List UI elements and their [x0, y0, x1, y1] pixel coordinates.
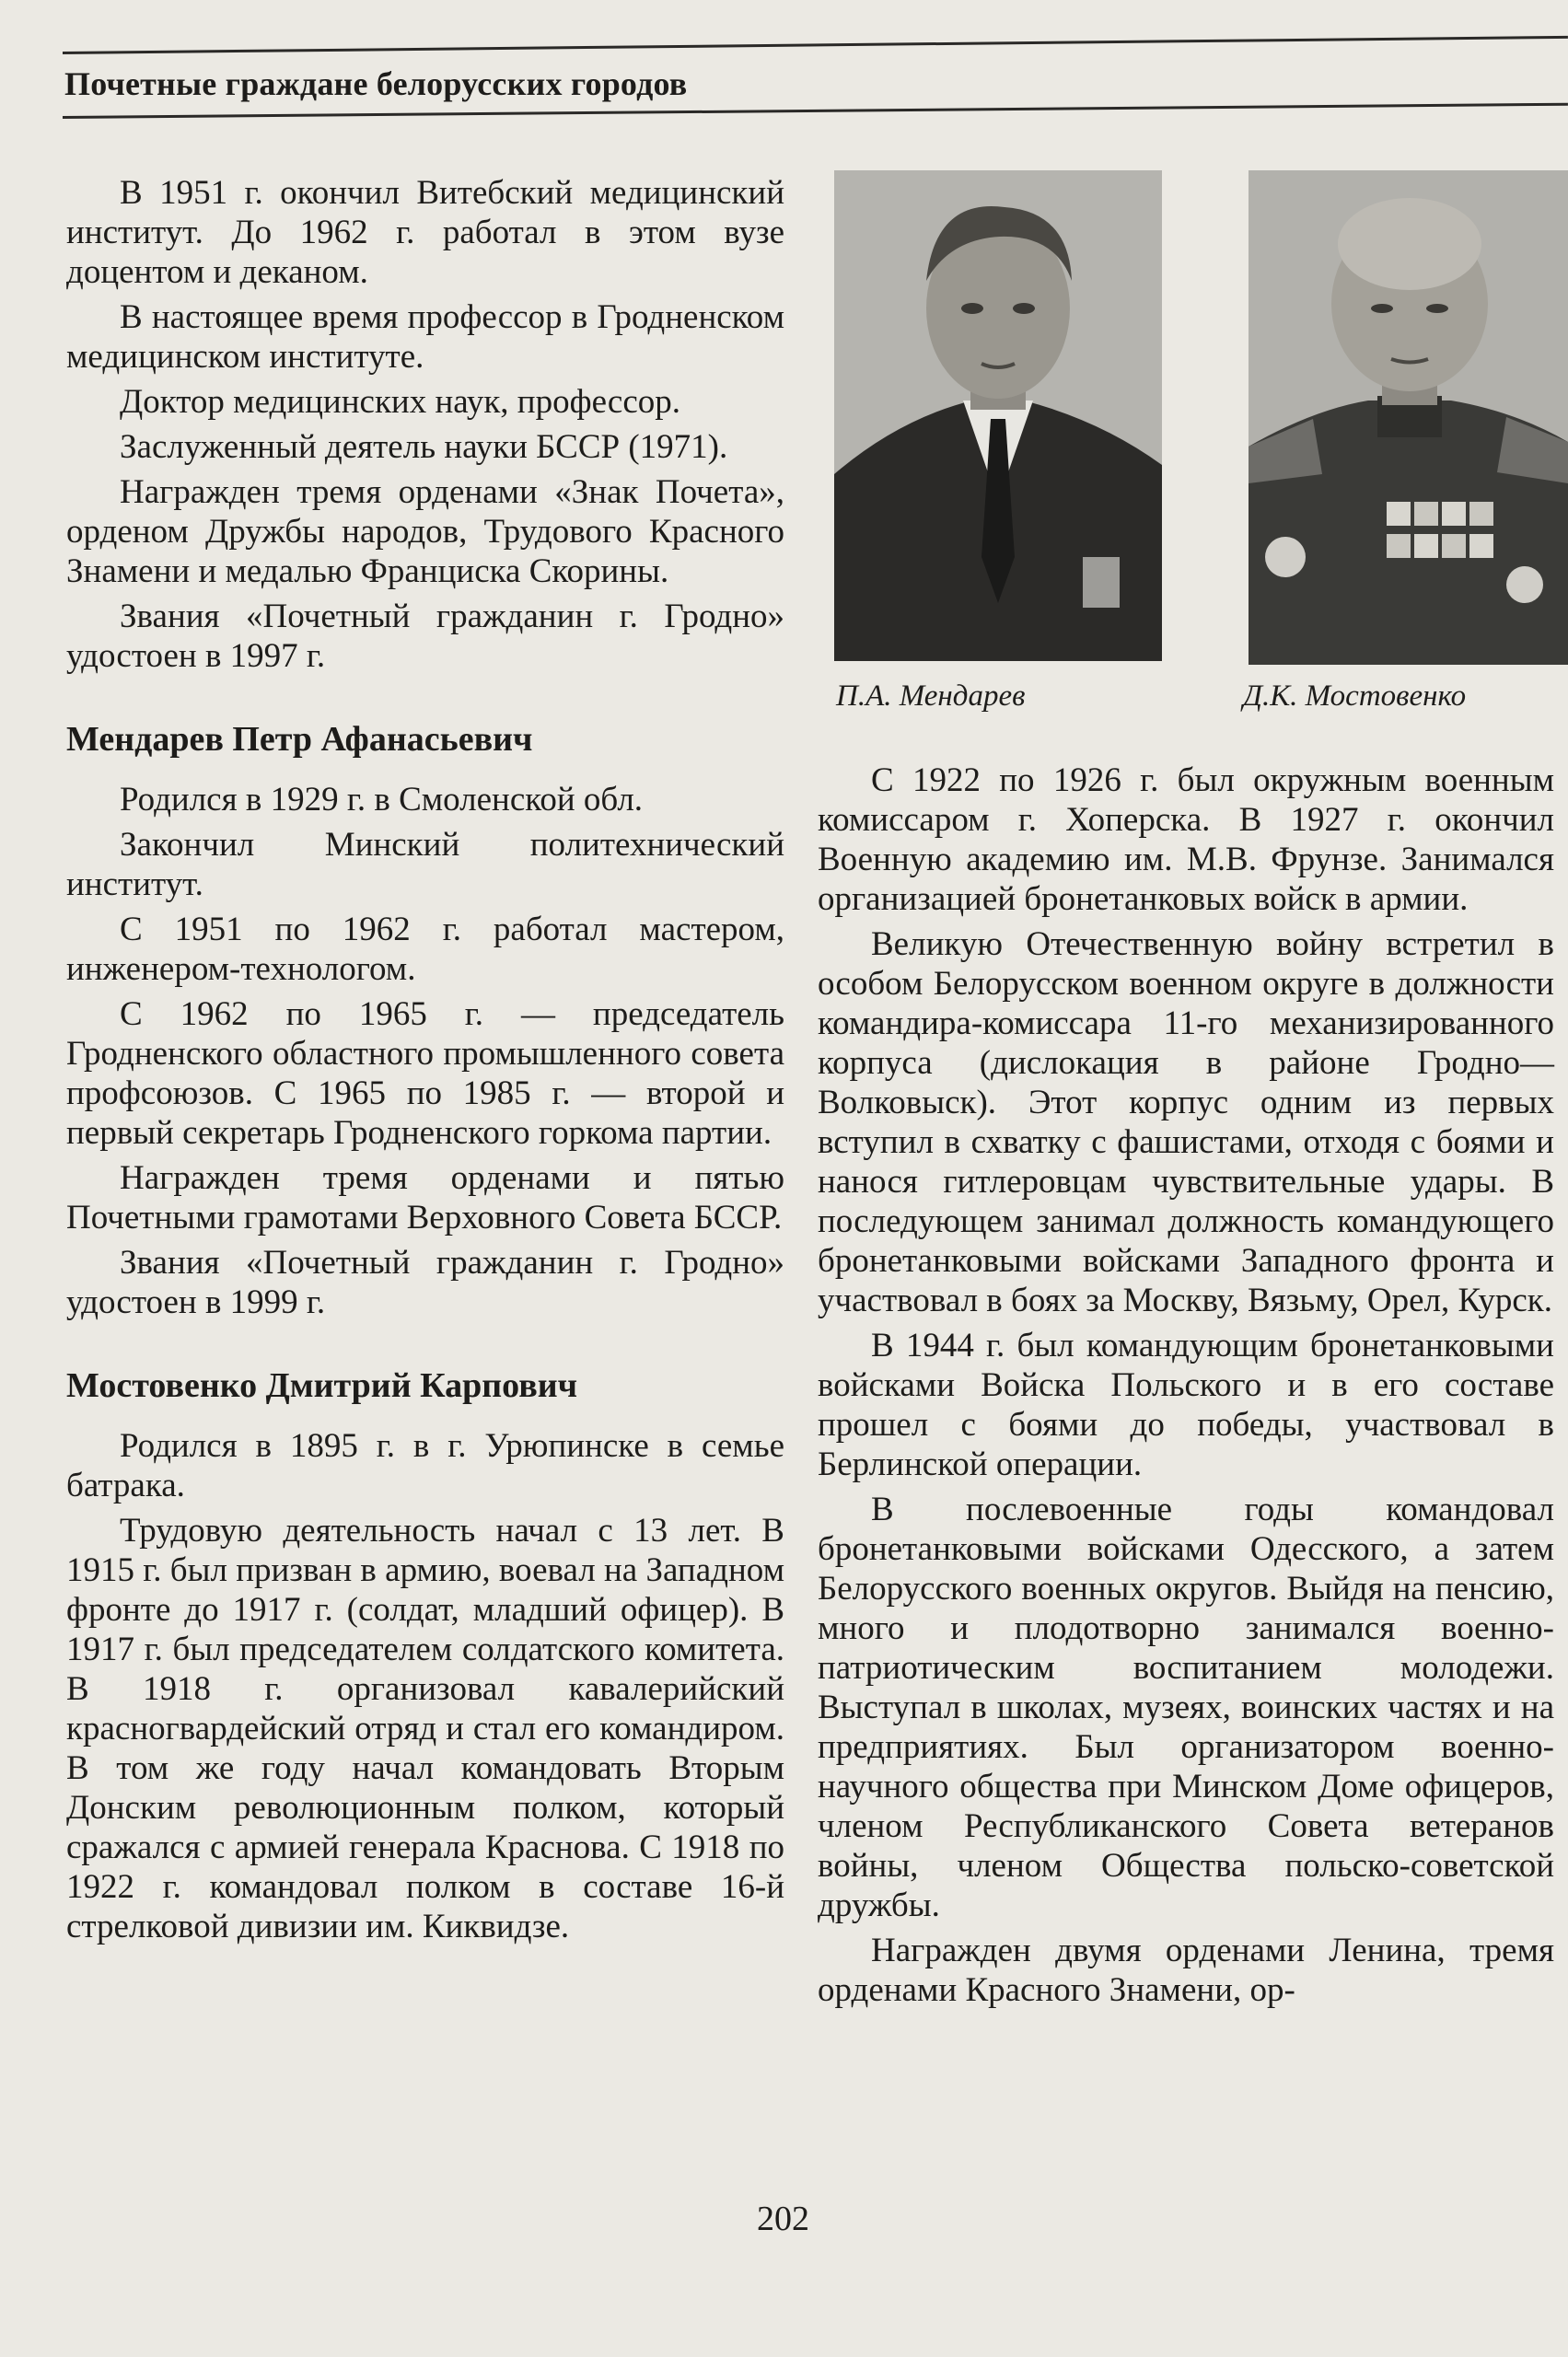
- intro-paragraph: Награжден тремя орденами «Знак Почета», орденом Дружбы народов, Трудового Красного Знамени и медалью Франциска Скорины.: [66, 473, 784, 590]
- left-text-column: [66, 173, 784, 1952]
- right-paragraph: Награжден двумя орденами Ленина, тремя орденами Красного Знамени, ор-: [818, 1932, 1554, 2009]
- intro-paragraph: Звания «Почетный гражданин г. Гродно» удостоен в 1997 г.: [66, 598, 784, 675]
- page-number: 202: [757, 2200, 809, 2238]
- header-bottom-rule: [63, 103, 1568, 119]
- mendarev-paragraph: С 1951 по 1962 г. работал мастером, инженером-технологом.: [66, 911, 784, 988]
- header-top-rule: [63, 36, 1568, 54]
- right-paragraph: С 1922 по 1926 г. был окружным военным комиссаром г. Хоперска. В 1927 г. окончил Военную академию им. М.В. Фрунзе. Занимался организацией бронетанковых войск в армии.: [818, 761, 1554, 918]
- intro-paragraph: Доктор медицинских наук, профессор.: [120, 383, 681, 421]
- mostovenko-paragraph: Родился в 1895 г. в г. Урюпинске в семье батрака.: [66, 1427, 784, 1504]
- photo-caption-mendarev: П.А. Мендарев: [836, 679, 1026, 713]
- running-header-title: Почетные граждане белорусских городов: [64, 65, 688, 102]
- mendarev-paragraph: Награжден тремя орденами и пятью Почетными грамотами Верховного Совета БССР.: [66, 1159, 784, 1237]
- mendarev-paragraph: С 1962 по 1965 г. — председатель Гродненского областного промышленного совета профсоюзов. С 1965 по 1985 г. — второй и первый секретарь Гродненского горкома партии.: [66, 995, 784, 1152]
- mendarev-paragraph: Закончил Минский политехнический институт.: [66, 826, 784, 903]
- mendarev-paragraph: Родился в 1929 г. в Смоленской обл.: [120, 781, 644, 819]
- portrait-photo-mendarev: [834, 170, 1162, 661]
- intro-paragraph: В 1951 г. окончил Витебский медицинский институт. До 1962 г. работал в этом вузе доцентом и деканом.: [66, 174, 784, 291]
- mendarev-heading: Мендарев Петр Афанасьевич: [66, 720, 533, 759]
- photo-caption-mostovenko: Д.К. Мостовенко: [1243, 679, 1467, 713]
- intro-paragraph: Заслуженный деятель науки БССР (1971).: [120, 428, 728, 466]
- mostovenko-heading: Мостовенко Дмитрий Карпович: [66, 1366, 578, 1405]
- right-paragraph: Великую Отечественную войну встретил в особом Белорусском военном округе в должности командира-комиссара 11-го механизированного корпуса (дислокация в районе Гродно—Волковыск). Этот корпус одним из первых вступил в схватку с фашистами, отходя с боями и нанося гитлеровцам чувствительные удары. В последующем занимал должность командующего бронетанковыми войсками Западного фронта и участвовал в боях за Москву, Вязьму, Орел, Курск.: [818, 925, 1554, 1319]
- intro-paragraph: В настоящее время профессор в Гродненском медицинском институте.: [66, 298, 784, 376]
- portrait-photo-mostovenko: [1249, 170, 1568, 665]
- portrait-mostovenko-image: [1249, 170, 1568, 665]
- mendarev-paragraph: Звания «Почетный гражданин г. Гродно» удостоен в 1999 г.: [66, 1244, 784, 1321]
- right-paragraph: В послевоенные годы командовал бронетанковыми войсками Одесского, а затем Белорусского военных округов. Выйдя на пенсию, много и плодотворно занимался военно-патриотическим воспитанием молодежи. Выступал в школах, музеях, воинских частях и на предприятиях. Был организатором военно-научного общества при Минском Доме офицеров, членом Республиканского Совета ветеранов войны, членом Общества польско-советской дружбы.: [818, 1491, 1554, 1924]
- right-paragraph: В 1944 г. был командующим бронетанковыми войсками Войска Польского и в его составе прошел с боями до победы, участвовал в Берлинской операции.: [818, 1327, 1554, 1483]
- mostovenko-paragraph: Трудовую деятельность начал с 13 лет. В 1915 г. был призван в армию, воевал на Западном фронте до 1917 г. (солдат, младший офицер). В 1917 г. был председателем солдатского комитета. В 1918 г. организовал кавалерийский красногвардейский отряд и стал его командиром. В том же году начал командовать Вторым Донским революционным полком, который сражался с армией генерала Краснова. С 1918 по 1922 г. командовал полком в составе 16-й стрелковой дивизии им. Киквидзе.: [66, 1512, 784, 1945]
- right-text-column: [818, 761, 1554, 2015]
- portrait-mendarev-image: [834, 170, 1162, 661]
